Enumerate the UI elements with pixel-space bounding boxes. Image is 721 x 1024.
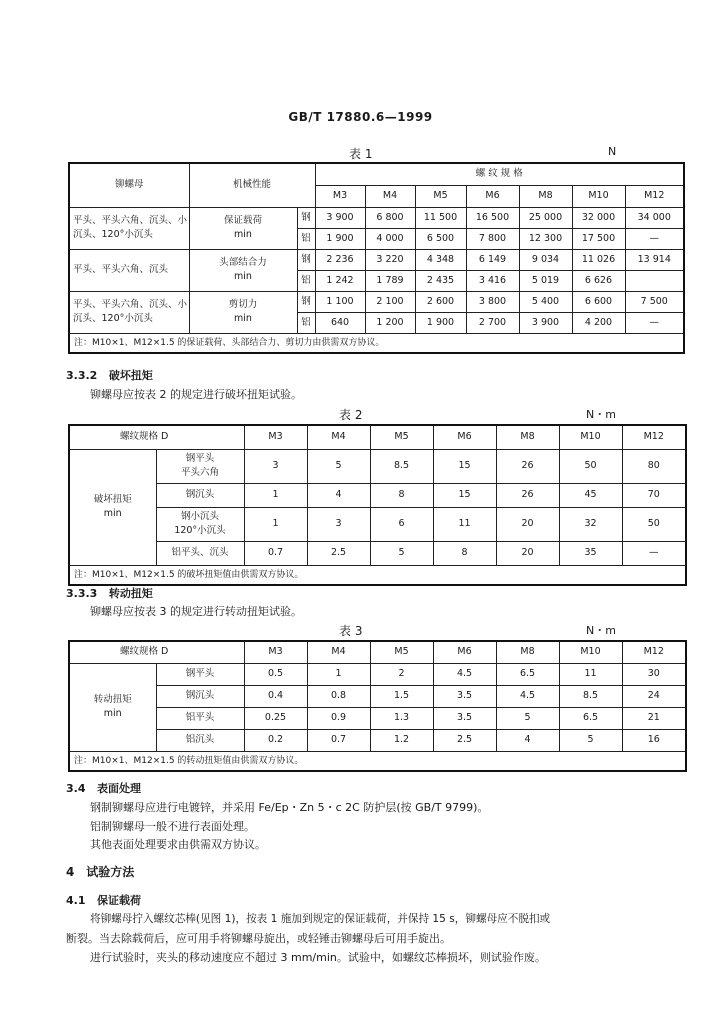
table2-size-header: M10	[559, 425, 622, 449]
section-4-1-number: 4.1	[66, 894, 86, 907]
table3-type-cell	[156, 729, 244, 751]
table3-type-line: 铝平头	[185, 712, 215, 723]
table2-type-line: 平头六角	[180, 467, 219, 478]
table1-value-cell: 13 914	[625, 249, 684, 270]
table3-type-line: 铝沉头	[185, 734, 215, 745]
table-row	[69, 685, 686, 707]
table1-value-cell: —	[625, 228, 684, 249]
table3-value-cell: 4.5	[433, 663, 496, 685]
table2-type-line: 铝平头、沉头	[171, 547, 229, 558]
table1-type-line: 平头、平头六角、沉头、小	[73, 299, 188, 310]
table3-value-cell: 1.5	[370, 685, 433, 707]
table2-value-cell: 8.5	[370, 449, 433, 483]
table2-type-cell	[156, 449, 244, 483]
table1-value-cell: 32 000	[572, 207, 625, 228]
section-3-4-line-3: 其他表面处理要求由供需双方协议。	[90, 838, 266, 851]
section-4-1-line-3: 进行试验时，夹头的移动速度应不超过 3 mm/min。试验中，如螺纹芯棒损坏，则试验作废。	[90, 951, 546, 964]
table3-type-line: 钢平头	[185, 668, 215, 679]
table1-value-cell: 6 626	[572, 270, 625, 291]
table-row	[69, 291, 684, 312]
section-3-3-3-text: 铆螺母应按表 3 的规定进行转动扭矩试验。	[90, 605, 302, 618]
table3-note: 注：M10×1、M12×1.5 的转动扭矩值由供需双方协议。	[69, 751, 686, 771]
table3-type-cell	[156, 663, 244, 685]
table2-type-cell	[156, 507, 244, 541]
table1-property-line: min	[234, 271, 252, 282]
table2-value-cell: 8	[370, 483, 433, 507]
table2-value-cell: 45	[559, 483, 622, 507]
table3-value-cell: 16	[622, 729, 686, 751]
table3-value-cell: 4.5	[496, 685, 559, 707]
table2-type-cell	[156, 483, 244, 507]
table1-value-cell: 3 220	[365, 249, 415, 270]
table2-value-cell: 5	[370, 541, 433, 565]
table1-value-cell: 4 348	[415, 249, 466, 270]
table2-row-label	[69, 449, 156, 565]
table2-value-cell: 3	[244, 449, 307, 483]
table1-value-cell: 1 200	[365, 312, 415, 333]
table2-value-cell: 15	[433, 449, 496, 483]
table1-size-header: M4	[365, 185, 415, 207]
table1-material-cell: 钢	[297, 207, 315, 228]
section-3-4-line-1: 钢制铆螺母应进行电镀锌，并采用 Fe/Ep・Zn 5・c 2C 防护层(按 GB/T 9799)。	[90, 801, 489, 814]
table3-value-cell: 2	[370, 663, 433, 685]
section-3-4-number: 3.4	[66, 782, 86, 795]
table3-size-header: M3	[244, 641, 307, 663]
table-row	[69, 707, 686, 729]
table1-property-line: 保证载荷	[223, 215, 262, 226]
table1-value-cell: 1 900	[415, 312, 466, 333]
table2-type-line: 钢沉头	[185, 489, 215, 500]
table2-value-cell: 0.7	[244, 541, 307, 565]
table1-value-cell: 7 500	[625, 291, 684, 312]
table3-value-cell: 24	[622, 685, 686, 707]
table3-value-cell: 0.2	[244, 729, 307, 751]
table3-value-cell: 4	[496, 729, 559, 751]
table1-value-cell: 17 500	[572, 228, 625, 249]
table2-size-header: M12	[622, 425, 686, 449]
table3-value-cell: 3.5	[433, 685, 496, 707]
table2-value-cell: 5	[307, 449, 370, 483]
table3-value-cell: 6.5	[496, 663, 559, 685]
table3-value-cell: 5	[559, 729, 622, 751]
table2-size-header: M4	[307, 425, 370, 449]
table3-value-cell: 3.5	[433, 707, 496, 729]
table1-header-property: 机械性能	[189, 163, 315, 207]
section-4-number: 4	[66, 865, 75, 879]
section-3-3-3-title: 转动扭矩	[108, 587, 153, 600]
table1-value-cell: 5 400	[519, 291, 572, 312]
table1-property-line: 剪切力	[228, 299, 258, 310]
table3-size-header: M4	[307, 641, 370, 663]
table3-caption: 表 3	[339, 624, 363, 638]
table1-value-cell: 7 800	[466, 228, 519, 249]
table3-value-cell: 1.2	[370, 729, 433, 751]
table2-type-line: 钢平头	[185, 453, 215, 464]
table2-value-cell: 26	[496, 449, 559, 483]
table3-row-label-line: 转动扭矩	[93, 694, 132, 705]
table-row	[69, 663, 686, 685]
table3-value-cell: 2.5	[433, 729, 496, 751]
table1-type-cell	[69, 249, 189, 291]
table1-size-header: M6	[466, 185, 519, 207]
table1-type-line: 沉头、120°小沉头	[73, 313, 153, 324]
table1-value-cell: 3 900	[519, 312, 572, 333]
table3-value-cell: 0.25	[244, 707, 307, 729]
section-3-3-2-title: 破坏扭矩	[108, 369, 153, 382]
table3-type-line: 钢沉头	[185, 690, 215, 701]
table1-value-cell: 11 026	[572, 249, 625, 270]
table1-type-line: 平头、平头六角、沉头	[73, 264, 169, 275]
table1-value-cell	[625, 270, 684, 291]
table2-header-spec: 螺纹规格 D	[69, 425, 244, 449]
table3-value-cell: 1.3	[370, 707, 433, 729]
table1-value-cell: 6 600	[572, 291, 625, 312]
table2	[68, 424, 687, 586]
table1-value-cell: 640	[315, 312, 365, 333]
table1-value-cell: 16 500	[466, 207, 519, 228]
section-4-1-line-2: 断裂。当去除载荷后，应可用手将铆螺母旋出，或轻锤击铆螺母后可用手旋出。	[66, 932, 451, 945]
table1-material-cell: 铝	[297, 270, 315, 291]
table1-value-cell: 6 800	[365, 207, 415, 228]
table2-value-cell: 50	[559, 449, 622, 483]
table2-value-cell: 3	[307, 507, 370, 541]
table-row	[69, 249, 684, 270]
table2-type-line: 钢小沉头	[180, 511, 219, 522]
table1-value-cell: 6 500	[415, 228, 466, 249]
table2-value-cell: 15	[433, 483, 496, 507]
table1-value-cell: 3 416	[466, 270, 519, 291]
table3-value-cell: 5	[496, 707, 559, 729]
table3-size-header: M12	[622, 641, 686, 663]
table3-value-cell: 1	[307, 663, 370, 685]
table2-value-cell: 80	[622, 449, 686, 483]
table-row	[69, 541, 686, 565]
table1-value-cell: 9 034	[519, 249, 572, 270]
table3-value-cell: 0.9	[307, 707, 370, 729]
table1-value-cell: 3 800	[466, 291, 519, 312]
table1-value-cell: 4 000	[365, 228, 415, 249]
table1-property-cell	[189, 291, 297, 333]
table2-size-header: M8	[496, 425, 559, 449]
table2-value-cell: 8	[433, 541, 496, 565]
table3-value-cell: 8.5	[559, 685, 622, 707]
table2-value-cell: 1	[244, 507, 307, 541]
table2-size-header: M6	[433, 425, 496, 449]
table1-value-cell: 5 019	[519, 270, 572, 291]
table2-value-cell: —	[622, 541, 686, 565]
section-4-1-title: 保证载荷	[97, 894, 141, 907]
table1-type-cell	[69, 207, 189, 249]
table3-value-cell: 6.5	[559, 707, 622, 729]
table3-size-header: M5	[370, 641, 433, 663]
section-4-1-line-1: 将铆螺母拧入螺纹芯棒(见图 1)，按表 1 施加到规定的保证载荷，并保持 15 s，铆螺母应不脱扣或	[90, 913, 551, 925]
table3-size-header: M6	[433, 641, 496, 663]
page-header: GB/T 17880.6—1999	[288, 110, 433, 124]
section-3-3-3-number: 3.3.3	[66, 587, 98, 600]
table2-value-cell: 20	[496, 541, 559, 565]
table1-size-header: M3	[315, 185, 365, 207]
table2-row-label-line: 破坏扭矩	[93, 494, 132, 505]
section-3-4-line-2: 铝制铆螺母一般不进行表面处理。	[90, 820, 255, 833]
table1-value-cell: 25 000	[519, 207, 572, 228]
table3-value-cell: 21	[622, 707, 686, 729]
table1-value-cell: 2 100	[365, 291, 415, 312]
table1-size-header: M12	[625, 185, 684, 207]
table2-unit: N・m	[586, 408, 616, 421]
table3-value-cell: 11	[559, 663, 622, 685]
table3-size-header: M8	[496, 641, 559, 663]
table2-type-line: 120°小沉头	[174, 525, 226, 536]
table1-value-cell: 4 200	[572, 312, 625, 333]
table1-material-cell: 钢	[297, 249, 315, 270]
table1-value-cell: 3 900	[315, 207, 365, 228]
table2-value-cell: 6	[370, 507, 433, 541]
table1-property-line: min	[234, 229, 252, 240]
table2-caption: 表 2	[339, 408, 363, 422]
table3-row-label	[69, 663, 156, 751]
table2-value-cell: 35	[559, 541, 622, 565]
table3-size-header: M10	[559, 641, 622, 663]
table1-value-cell: 6 149	[466, 249, 519, 270]
table1	[68, 162, 685, 354]
table2-value-cell: 11	[433, 507, 496, 541]
table-row	[69, 207, 684, 228]
table3-type-cell	[156, 685, 244, 707]
table1-type-line: 沉头、120°小沉头	[73, 229, 153, 240]
section-3-4-title: 表面处理	[97, 782, 141, 795]
table1-unit: N	[608, 145, 617, 158]
table2-value-cell: 2.5	[307, 541, 370, 565]
table1-value-cell: 12 300	[519, 228, 572, 249]
table1-value-cell: 2 236	[315, 249, 365, 270]
table1-property-line: 头部结合力	[219, 257, 267, 268]
table2-value-cell: 1	[244, 483, 307, 507]
table3	[68, 640, 687, 772]
table1-type-cell	[69, 291, 189, 333]
section-3-3-2-number: 3.3.2	[66, 369, 98, 382]
table1-value-cell: 2 600	[415, 291, 466, 312]
table1-material-cell: 钢	[297, 291, 315, 312]
table2-value-cell: 70	[622, 483, 686, 507]
table2-value-cell: 50	[622, 507, 686, 541]
table2-value-cell: 20	[496, 507, 559, 541]
table1-size-header: M5	[415, 185, 466, 207]
table1-property-cell	[189, 249, 297, 291]
table1-property-cell	[189, 207, 297, 249]
table1-value-cell: 2 435	[415, 270, 466, 291]
table3-value-cell: 0.8	[307, 685, 370, 707]
table1-value-cell: —	[625, 312, 684, 333]
table-row	[69, 507, 686, 541]
table-row	[69, 483, 686, 507]
table1-note: 注：M10×1、M12×1.5 的保证载荷、头部结合力、剪切力由供需双方协议。	[69, 333, 684, 353]
table3-row-label-line: min	[103, 708, 122, 719]
table1-value-cell: 1 100	[315, 291, 365, 312]
table3-value-cell: 0.7	[307, 729, 370, 751]
table3-header-spec: 螺纹规格 D	[69, 641, 244, 663]
table1-size-header: M10	[572, 185, 625, 207]
table1-header-spec: 螺 纹 规 格	[315, 163, 684, 185]
table1-type-line: 平头、平头六角、沉头、小	[73, 215, 188, 226]
table1-value-cell: 2 700	[466, 312, 519, 333]
table1-value-cell: 34 000	[625, 207, 684, 228]
table2-value-cell: 4	[307, 483, 370, 507]
table1-value-cell: 1 242	[315, 270, 365, 291]
table1-material-cell: 铝	[297, 228, 315, 249]
table3-value-cell: 30	[622, 663, 686, 685]
table1-value-cell: 11 500	[415, 207, 466, 228]
table1-value-cell: 1 789	[365, 270, 415, 291]
table2-note: 注：M10×1、M12×1.5 的破坏扭矩值由供需双方协议。	[69, 565, 686, 585]
table3-type-cell	[156, 707, 244, 729]
table-row	[69, 449, 686, 483]
table1-size-header: M8	[519, 185, 572, 207]
table3-unit: N・m	[586, 624, 616, 637]
section-3-3-2-text: 铆螺母应按表 2 的规定进行破坏扭矩试验。	[90, 388, 302, 401]
table2-row-label-line: min	[103, 508, 122, 519]
table3-value-cell: 0.5	[244, 663, 307, 685]
table3-value-cell: 0.4	[244, 685, 307, 707]
table1-material-cell: 铝	[297, 312, 315, 333]
table1-property-line: min	[234, 313, 252, 324]
table1-header-type: 铆螺母	[69, 163, 189, 207]
table2-size-header: M5	[370, 425, 433, 449]
table2-size-header: M3	[244, 425, 307, 449]
section-4-title: 试验方法	[86, 865, 135, 879]
table2-value-cell: 32	[559, 507, 622, 541]
table2-type-cell	[156, 541, 244, 565]
table1-value-cell: 1 900	[315, 228, 365, 249]
table1-caption: 表 1	[349, 147, 373, 161]
table2-value-cell: 26	[496, 483, 559, 507]
table-row	[69, 729, 686, 751]
